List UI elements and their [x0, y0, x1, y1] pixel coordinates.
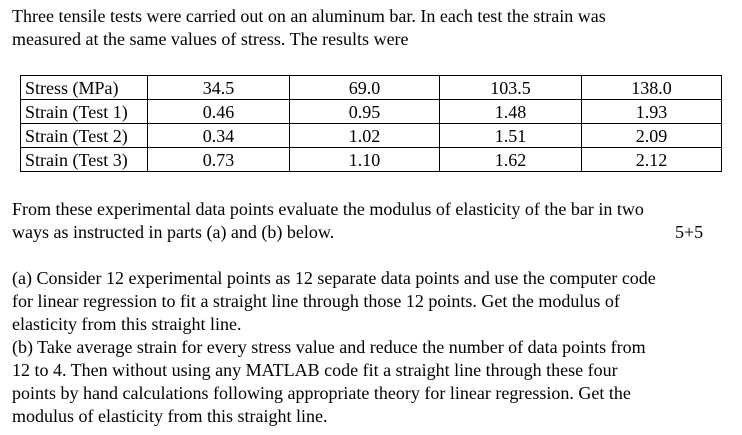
- table-row-stress: [21, 76, 722, 100]
- table-cell: 0.73: [148, 148, 290, 172]
- table-cell: 1.48: [440, 100, 582, 124]
- part-b-line-4: modulus of elasticity from this straight line.: [12, 406, 328, 426]
- question-line-2: ways as instructed in parts (a) and (b) below.: [12, 222, 335, 242]
- marks-label: 5+5: [675, 222, 704, 242]
- table-cell: 2.09: [582, 124, 722, 148]
- part-b-line-2: 12 to 4. Then without using any MATLAB code fit a straight line through these four: [12, 360, 618, 380]
- part-a-line-2: for linear regression to fit a straight line through those 12 points. Get the modulus of: [12, 291, 620, 311]
- table-cell: 69.0: [290, 76, 440, 100]
- parts-section: [12, 267, 740, 428]
- intro-line-1: Three tensile tests were carried out on an aluminum bar. In each test the strain was: [12, 6, 606, 26]
- part-b-line-1: (b) Take average strain for every stress value and reduce the number of data points from: [12, 337, 646, 357]
- table-cell: 103.5: [440, 76, 582, 100]
- question-paragraph: [12, 198, 732, 244]
- intro-paragraph: [12, 5, 732, 51]
- part-b-line-3: points by hand calculations following appropriate theory for linear regression. Get the: [12, 383, 631, 403]
- table-cell: 0.95: [290, 100, 440, 124]
- table-row-strain-test-3: [21, 148, 722, 172]
- table-cell: 1.10: [290, 148, 440, 172]
- table-cell: 1.62: [440, 148, 582, 172]
- table-cell: 2.12: [582, 148, 722, 172]
- intro-line-2: measured at the same values of stress. The results were: [12, 29, 409, 49]
- table-cell: 0.46: [148, 100, 290, 124]
- part-a-line-1: (a) Consider 12 experimental points as 12 separate data points and use the computer code: [12, 268, 656, 288]
- table-cell: 34.5: [148, 76, 290, 100]
- results-table: [20, 75, 722, 172]
- question-line-1: From these experimental data points evaluate the modulus of elasticity of the bar in two: [12, 199, 644, 219]
- table-row-strain-test-2: [21, 124, 722, 148]
- row-label: Strain (Test 1): [21, 100, 148, 124]
- table-cell: 138.0: [582, 76, 722, 100]
- table-cell: 1.02: [290, 124, 440, 148]
- table-cell: 0.34: [148, 124, 290, 148]
- row-label: Strain (Test 2): [21, 124, 148, 148]
- table-row-strain-test-1: [21, 100, 722, 124]
- table-cell: 1.51: [440, 124, 582, 148]
- part-a-line-3: elasticity from this straight line.: [12, 314, 242, 334]
- table-cell: 1.93: [582, 100, 722, 124]
- row-label: Stress (MPa): [21, 76, 148, 100]
- row-label: Strain (Test 3): [21, 148, 148, 172]
